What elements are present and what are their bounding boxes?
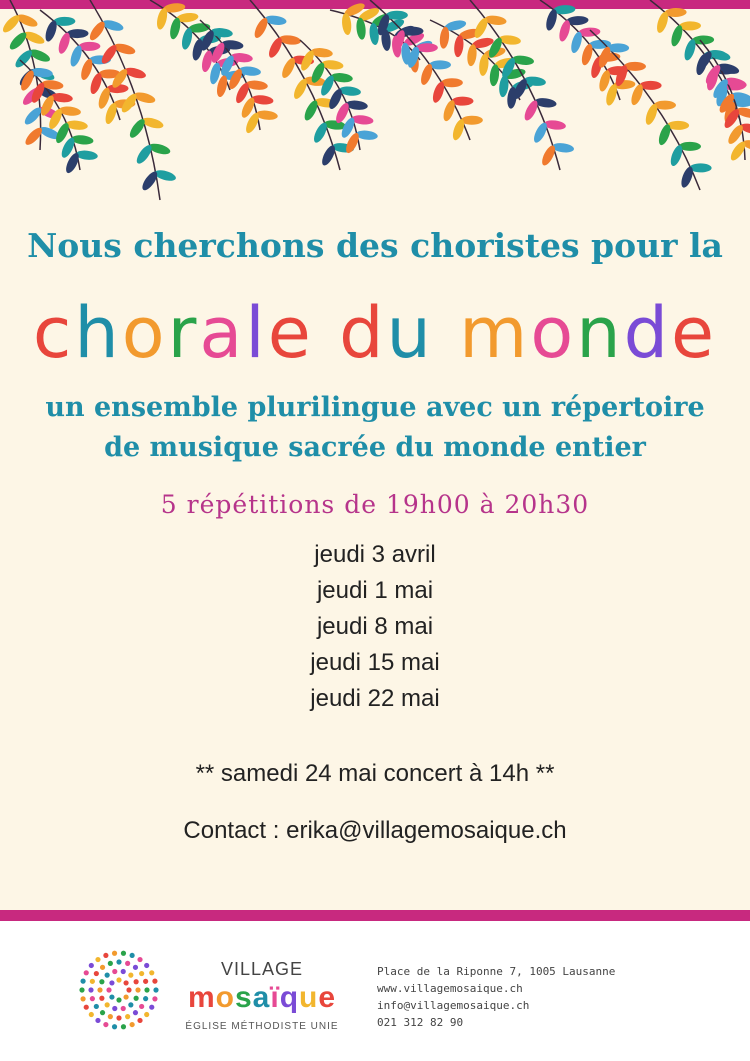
- address-line: Place de la Riponne 7, 1005 Lausanne: [377, 965, 616, 978]
- logo-dot: [121, 1006, 126, 1011]
- logo-dot: [134, 979, 139, 984]
- logo-dot: [94, 971, 99, 976]
- title-letter: e: [267, 292, 314, 374]
- brand-letter: s: [234, 981, 253, 1014]
- leaves-decoration: [0, 0, 750, 215]
- brand-letter: o: [215, 981, 235, 1014]
- intro-heading: Nous cherchons des choristes pour la: [27, 226, 723, 265]
- leaf: [13, 48, 35, 70]
- leaf: [330, 72, 353, 83]
- logo-dot: [135, 987, 140, 992]
- concert-info: ** samedi 24 mai concert à 14h **: [195, 760, 555, 787]
- rehearsal-date: jeudi 1 mai: [316, 577, 434, 604]
- logo-dot: [125, 961, 130, 966]
- logo-dot: [130, 953, 135, 958]
- logo-dot: [139, 971, 144, 976]
- logo-dot: [112, 951, 117, 956]
- logo-dot: [100, 965, 105, 970]
- brand-tagline: ÉGLISE MÉTHODISTE UNIE: [185, 1021, 339, 1032]
- logo-dot: [95, 1018, 100, 1023]
- logo-dot: [143, 979, 148, 984]
- leaf: [512, 54, 535, 66]
- rehearsal-date: jeudi 3 avril: [314, 541, 436, 568]
- leaf: [461, 116, 483, 125]
- logo-dot: [128, 1002, 133, 1007]
- logo-dot: [97, 987, 102, 992]
- logo-dot: [105, 973, 110, 978]
- rehearsal-dates: [0, 537, 750, 717]
- subtitle-line-1: un ensemble plurilingue avec un répertoire: [45, 392, 705, 423]
- rehearsal-date: jeudi 8 mai: [316, 613, 434, 640]
- subtitle-line-2: de musique sacrée du monde entier: [104, 432, 646, 463]
- leaf: [451, 97, 473, 106]
- title-letter: u: [386, 292, 434, 374]
- brand-letter: ï: [270, 981, 280, 1014]
- logo-dot: [137, 957, 142, 962]
- logo-dot: [130, 1022, 135, 1027]
- title-letter: l: [245, 292, 268, 374]
- leaf: [386, 11, 408, 20]
- title-letter: r: [167, 292, 200, 374]
- logo-dot: [108, 961, 113, 966]
- logo-dot: [90, 996, 95, 1001]
- logo-dot: [137, 1018, 142, 1023]
- leaf: [429, 60, 451, 69]
- logo-dot: [139, 1004, 144, 1009]
- logo-dot: [133, 965, 138, 970]
- brand-mosaique: [172, 981, 352, 1015]
- logo-dot: [94, 1004, 99, 1009]
- logo-dot: [125, 1014, 130, 1019]
- leaf: [321, 59, 344, 70]
- brand-village: VILLAGE: [220, 959, 304, 979]
- logo-dot: [128, 973, 133, 978]
- brand-letter: q: [279, 981, 300, 1014]
- title-letter: e: [671, 292, 718, 374]
- logo-dot: [153, 987, 158, 992]
- leaf: [87, 19, 107, 42]
- logo-dot: [116, 977, 121, 982]
- rehearsal-date: jeudi 22 mai: [310, 685, 440, 712]
- logo-dot: [99, 979, 104, 984]
- logo-dot: [149, 970, 154, 975]
- bottom-border: [0, 910, 750, 921]
- logo-dot: [84, 1005, 89, 1010]
- address-block: [377, 963, 615, 1031]
- logo-dot: [116, 1015, 121, 1020]
- logo-dot: [89, 1012, 94, 1017]
- logo-dot: [121, 969, 126, 974]
- brand-letter: a: [252, 981, 271, 1014]
- logo-dot: [99, 996, 104, 1001]
- title-letter: n: [576, 292, 624, 374]
- brand-letter: u: [299, 981, 319, 1014]
- leaf: [441, 78, 463, 87]
- leaf: [355, 129, 378, 140]
- logo-dot: [108, 1014, 113, 1019]
- logo-dot: [80, 979, 85, 984]
- leaf: [23, 125, 45, 147]
- chorale-title: [0, 288, 750, 378]
- rehearsal-date: jeudi 15 mai: [310, 649, 440, 676]
- leaf: [255, 109, 278, 120]
- logo-dot: [90, 979, 95, 984]
- logo-dot: [121, 951, 126, 956]
- logo-dot: [103, 953, 108, 958]
- leaf: [278, 34, 301, 46]
- logo-dot: [123, 980, 128, 985]
- logo-dot: [152, 996, 157, 1001]
- logo-dot: [143, 996, 148, 1001]
- mosaic-logo-icon: [78, 949, 160, 1031]
- title-letter: d: [339, 292, 387, 374]
- logo-dot: [144, 1012, 149, 1017]
- website-link[interactable]: www.villagemosaique.ch: [377, 982, 523, 995]
- logo-dot: [112, 1006, 117, 1011]
- logo-dot: [105, 1002, 110, 1007]
- contact-info: Contact : erika@villagemosaique.ch: [183, 817, 567, 844]
- logo-dot: [106, 987, 111, 992]
- logo-dot: [133, 1010, 138, 1015]
- leaf: [264, 14, 287, 26]
- logo-dot: [152, 979, 157, 984]
- email-link[interactable]: info@villagemosaique.ch: [377, 999, 530, 1012]
- logo-dot: [144, 963, 149, 968]
- leaf: [310, 47, 333, 58]
- logo-dot: [134, 996, 139, 1001]
- logo-dot: [84, 970, 89, 975]
- logo-dot: [103, 1022, 108, 1027]
- leaf: [498, 34, 521, 46]
- logo-dot: [116, 997, 121, 1002]
- footer: [0, 921, 750, 1061]
- logo-dot: [80, 996, 85, 1001]
- leaf: [75, 149, 98, 160]
- logo-dot: [100, 1010, 105, 1015]
- title-letter: d: [623, 292, 672, 374]
- logo-dot: [123, 994, 128, 999]
- rehearsals-label: 5 répétitions de 19h00 à 20h30: [160, 490, 590, 519]
- logo-dot: [116, 959, 121, 964]
- logo-dot: [112, 1024, 117, 1029]
- logo-dot: [109, 994, 114, 999]
- leaf: [7, 30, 29, 52]
- title-letter: c: [32, 292, 75, 374]
- logo-dot: [126, 987, 131, 992]
- leaf: [15, 12, 39, 29]
- title-letter: m: [459, 292, 531, 374]
- logo-dot: [149, 1005, 154, 1010]
- title-letter: o: [121, 292, 168, 374]
- leaf: [0, 13, 22, 35]
- logo-dot: [79, 987, 84, 992]
- brand-letter: e: [318, 981, 337, 1014]
- brand-letter: m: [187, 981, 216, 1014]
- logo-dot: [89, 963, 94, 968]
- logo-dot: [88, 987, 93, 992]
- title-letter: h: [74, 292, 122, 374]
- title-letter: [434, 288, 459, 378]
- title-letter: a: [199, 292, 246, 374]
- phone-number: 021 312 82 90: [377, 1016, 464, 1029]
- logo-dot: [95, 957, 100, 962]
- leaf: [99, 43, 119, 66]
- logo-dot: [121, 1024, 126, 1029]
- logo-dot: [144, 987, 149, 992]
- leaf: [484, 14, 507, 26]
- leaf: [127, 117, 147, 140]
- logo-dot: [112, 969, 117, 974]
- logo-dot: [109, 980, 114, 985]
- title-letter: o: [530, 292, 577, 374]
- title-letter: [314, 288, 339, 378]
